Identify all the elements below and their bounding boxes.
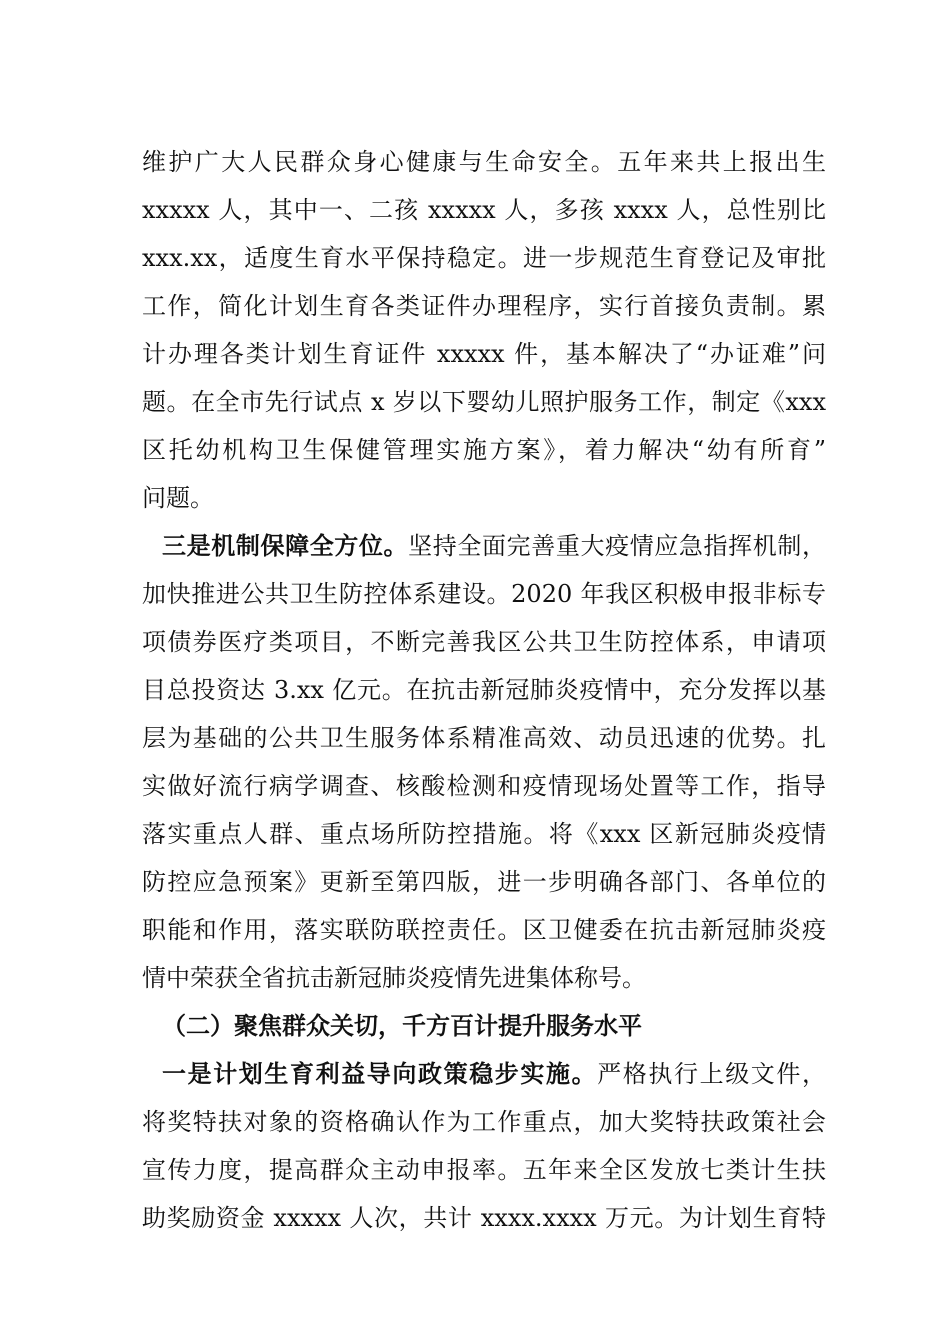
text-line: 宣传力度，提高群众主动申报率。五年来全区发放七类计生扶: [142, 1156, 826, 1184]
text-line: 防控应急预案》更新至第四版，进一步明确各部门、各单位的: [142, 868, 826, 896]
text-line: 问题。: [142, 484, 214, 512]
paragraph-first-line: [162, 524, 826, 568]
text-line: 职能和作用，落实联防联控责任。区卫健委在抗击新冠肺炎疫: [142, 916, 826, 944]
text-line: 情中荣获全省抗击新冠肺炎疫情先进集体称号。: [142, 964, 646, 992]
text-line: 将奖特扶对象的资格确认作为工作重点，加大奖特扶政策社会: [142, 1108, 826, 1136]
text-line: 层为基础的公共卫生服务体系精准高效、动员迅速的优势。扎: [142, 724, 826, 752]
paragraph-first-text: 严格执行上级文件，: [597, 1060, 827, 1088]
paragraph-first-text: 坚持全面完善重大疫情应急指挥机制，: [408, 532, 827, 560]
paragraph-first-line: [162, 1052, 826, 1096]
section-heading: （二）聚焦群众关切，千方百计提升服务水平: [162, 1011, 642, 1040]
text-line: 题。在全市先行试点 x 岁以下婴幼儿照护服务工作，制定《xxx: [142, 388, 826, 416]
text-line: 实做好流行病学调查、核酸检测和疫情现场处置等工作，指导: [142, 772, 826, 800]
text-line: 加快推进公共卫生防控体系建设。2020 年我区积极申报非标专: [142, 580, 826, 608]
text-line: 区托幼机构卫生保健管理实施方案》，着力解决“幼有所育”: [142, 436, 826, 464]
paragraph-lead: 三是机制保障全方位。: [162, 531, 409, 560]
text-line: xxxxx 人，其中一、二孩 xxxxx 人，多孩 xxxx 人，总性别比: [142, 196, 826, 224]
text-line: 维护广大人民群众身心健康与生命安全。五年来共上报出生: [142, 148, 826, 176]
text-line: 项债券医疗类项目，不断完善我区公共卫生防控体系，申请项: [142, 628, 826, 656]
text-line: 落实重点人群、重点场所防控措施。将《xxx 区新冠肺炎疫情: [142, 820, 826, 848]
text-line: xxx.xx，适度生育水平保持稳定。进一步规范生育登记及审批: [142, 244, 826, 272]
text-line: 工作，简化计划生育各类证件办理程序，实行首接负责制。累: [142, 292, 826, 320]
paragraph-lead: 一是计划生育利益导向政策稳步实施。: [162, 1059, 598, 1088]
text-line: 目总投资达 3.xx 亿元。在抗击新冠肺炎疫情中，充分发挥以基: [142, 676, 826, 704]
text-line: 助奖励资金 xxxxx 人次，共计 xxxx.xxxx 万元。为计划生育特: [142, 1204, 826, 1232]
text-line: 计办理各类计划生育证件 xxxxx 件，基本解决了“办证难”问: [142, 340, 826, 368]
